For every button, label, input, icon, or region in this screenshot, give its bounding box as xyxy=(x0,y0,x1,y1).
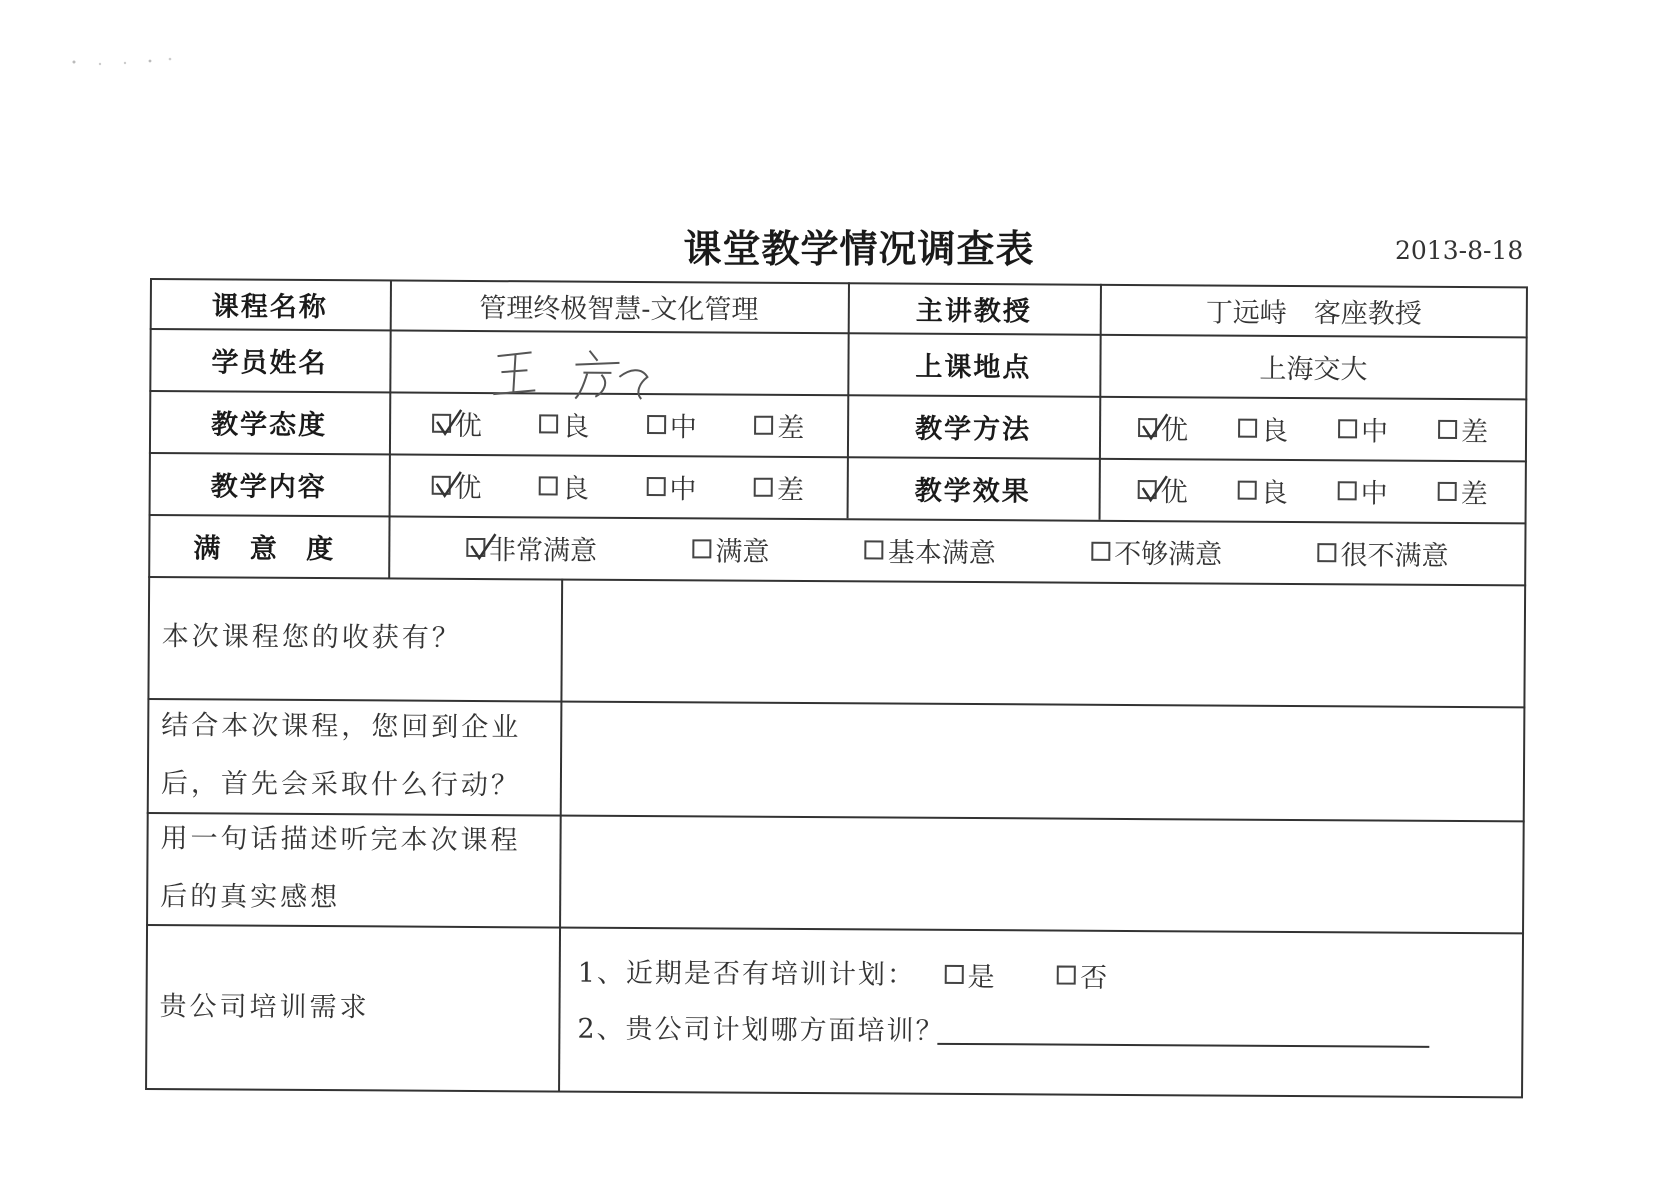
training-plan-question: 1、近期是否有培训计划： 是 否 xyxy=(578,951,1110,995)
satisfaction-option-satisfied[interactable]: 满意 xyxy=(692,529,769,568)
checkbox[interactable] xyxy=(646,477,665,496)
method-option-poor[interactable]: 差 xyxy=(1438,409,1488,448)
effect-options xyxy=(1099,458,1527,523)
method-label: 教学方法 xyxy=(914,413,1032,445)
content-label: 教学内容 xyxy=(210,470,327,503)
answer-gains[interactable] xyxy=(560,579,1526,707)
attitude-option-poor[interactable]: 差 xyxy=(754,405,804,444)
content-option-excellent[interactable]: 优 xyxy=(431,465,481,504)
training-plan-yes[interactable]: 是 xyxy=(944,955,996,994)
checkbox[interactable] xyxy=(944,965,963,984)
attitude-option-excellent[interactable]: 优 xyxy=(432,403,482,442)
instructor-value[interactable]: 丁远峙 客座教授 xyxy=(1205,296,1422,330)
location-label: 上课地点 xyxy=(915,351,1032,383)
checkbox[interactable] xyxy=(1238,418,1257,437)
content-options xyxy=(389,453,847,518)
student-name-label: 学员姓名 xyxy=(211,346,328,379)
method-option-average[interactable]: 中 xyxy=(1338,409,1388,448)
method-option-excellent[interactable]: 优 xyxy=(1138,408,1188,447)
scan-specks xyxy=(70,55,180,69)
checkbox[interactable] xyxy=(1338,481,1357,500)
checkbox-checked[interactable] xyxy=(1138,418,1157,437)
checkbox[interactable] xyxy=(1057,966,1076,985)
answer-feeling[interactable] xyxy=(559,815,1525,933)
attitude-label: 教学态度 xyxy=(211,408,328,441)
method-option-good[interactable]: 良 xyxy=(1238,408,1288,447)
question-gains: 本次课程您的收获有？ xyxy=(161,621,462,654)
checkbox[interactable] xyxy=(1338,419,1357,438)
checkbox[interactable] xyxy=(1438,481,1457,500)
effect-label: 教学效果 xyxy=(914,475,1031,507)
form-title: 课堂教学情况调查表 xyxy=(683,227,1035,271)
course-name-label: 课程名称 xyxy=(211,290,328,323)
attitude-option-average[interactable]: 中 xyxy=(647,405,697,444)
content-option-average[interactable]: 中 xyxy=(646,467,696,506)
effect-option-excellent[interactable]: 优 xyxy=(1138,470,1188,509)
location-value[interactable]: 上海交大 xyxy=(1259,353,1368,385)
attitude-options xyxy=(389,391,847,456)
training-area-question: 2、贵公司计划哪方面培训？ xyxy=(577,1013,945,1047)
checkbox[interactable] xyxy=(539,476,558,495)
training-plan-no[interactable]: 否 xyxy=(1057,956,1109,995)
checkbox[interactable] xyxy=(539,414,558,433)
checkbox[interactable] xyxy=(754,415,773,434)
satisfaction-option-very-unsatisfied[interactable]: 很不满意 xyxy=(1317,533,1448,573)
instructor-label: 主讲教授 xyxy=(915,295,1032,327)
effect-option-poor[interactable]: 差 xyxy=(1438,471,1488,510)
checkbox[interactable] xyxy=(647,415,666,434)
checkbox-checked[interactable] xyxy=(432,413,451,432)
checkbox[interactable] xyxy=(692,539,711,558)
method-options xyxy=(1099,396,1527,461)
satisfaction-option-not-satisfied-enough[interactable]: 不够满意 xyxy=(1091,531,1222,571)
checkbox[interactable] xyxy=(1318,543,1337,562)
satisfaction-label: 满 意 度 xyxy=(193,532,344,565)
form-date: 2013-8-18 xyxy=(1395,236,1524,265)
content-option-good[interactable]: 良 xyxy=(539,466,589,505)
checkbox[interactable] xyxy=(754,477,773,496)
checkbox-checked[interactable] xyxy=(1138,480,1157,499)
attitude-option-good[interactable]: 良 xyxy=(539,404,589,443)
checkbox[interactable] xyxy=(1238,480,1257,499)
training-needs-label: 贵公司培训需求 xyxy=(159,991,370,1024)
satisfaction-option-basically-satisfied[interactable]: 基本满意 xyxy=(865,530,996,570)
checkbox-checked[interactable] xyxy=(431,475,450,494)
question-feeling: 用一句话描述听完本次课程后的真实感想 xyxy=(160,823,521,914)
checkbox[interactable] xyxy=(1091,541,1110,560)
answer-action[interactable] xyxy=(560,701,1526,821)
question-action: 结合本次课程，您回到企业后，首先会采取什么行动？ xyxy=(160,710,522,802)
effect-option-good[interactable]: 良 xyxy=(1238,470,1288,509)
checkbox[interactable] xyxy=(1438,419,1457,438)
content-option-poor[interactable]: 差 xyxy=(754,467,804,506)
satisfaction-options xyxy=(388,515,1526,584)
effect-option-average[interactable]: 中 xyxy=(1338,471,1388,510)
satisfaction-option-very-satisfied[interactable]: 非常满意 xyxy=(466,527,597,567)
course-name-value[interactable]: 管理终极智慧-文化管理 xyxy=(479,292,759,326)
checkbox-checked[interactable] xyxy=(466,537,485,556)
survey-table xyxy=(145,278,1528,1098)
checkbox[interactable] xyxy=(865,540,884,559)
